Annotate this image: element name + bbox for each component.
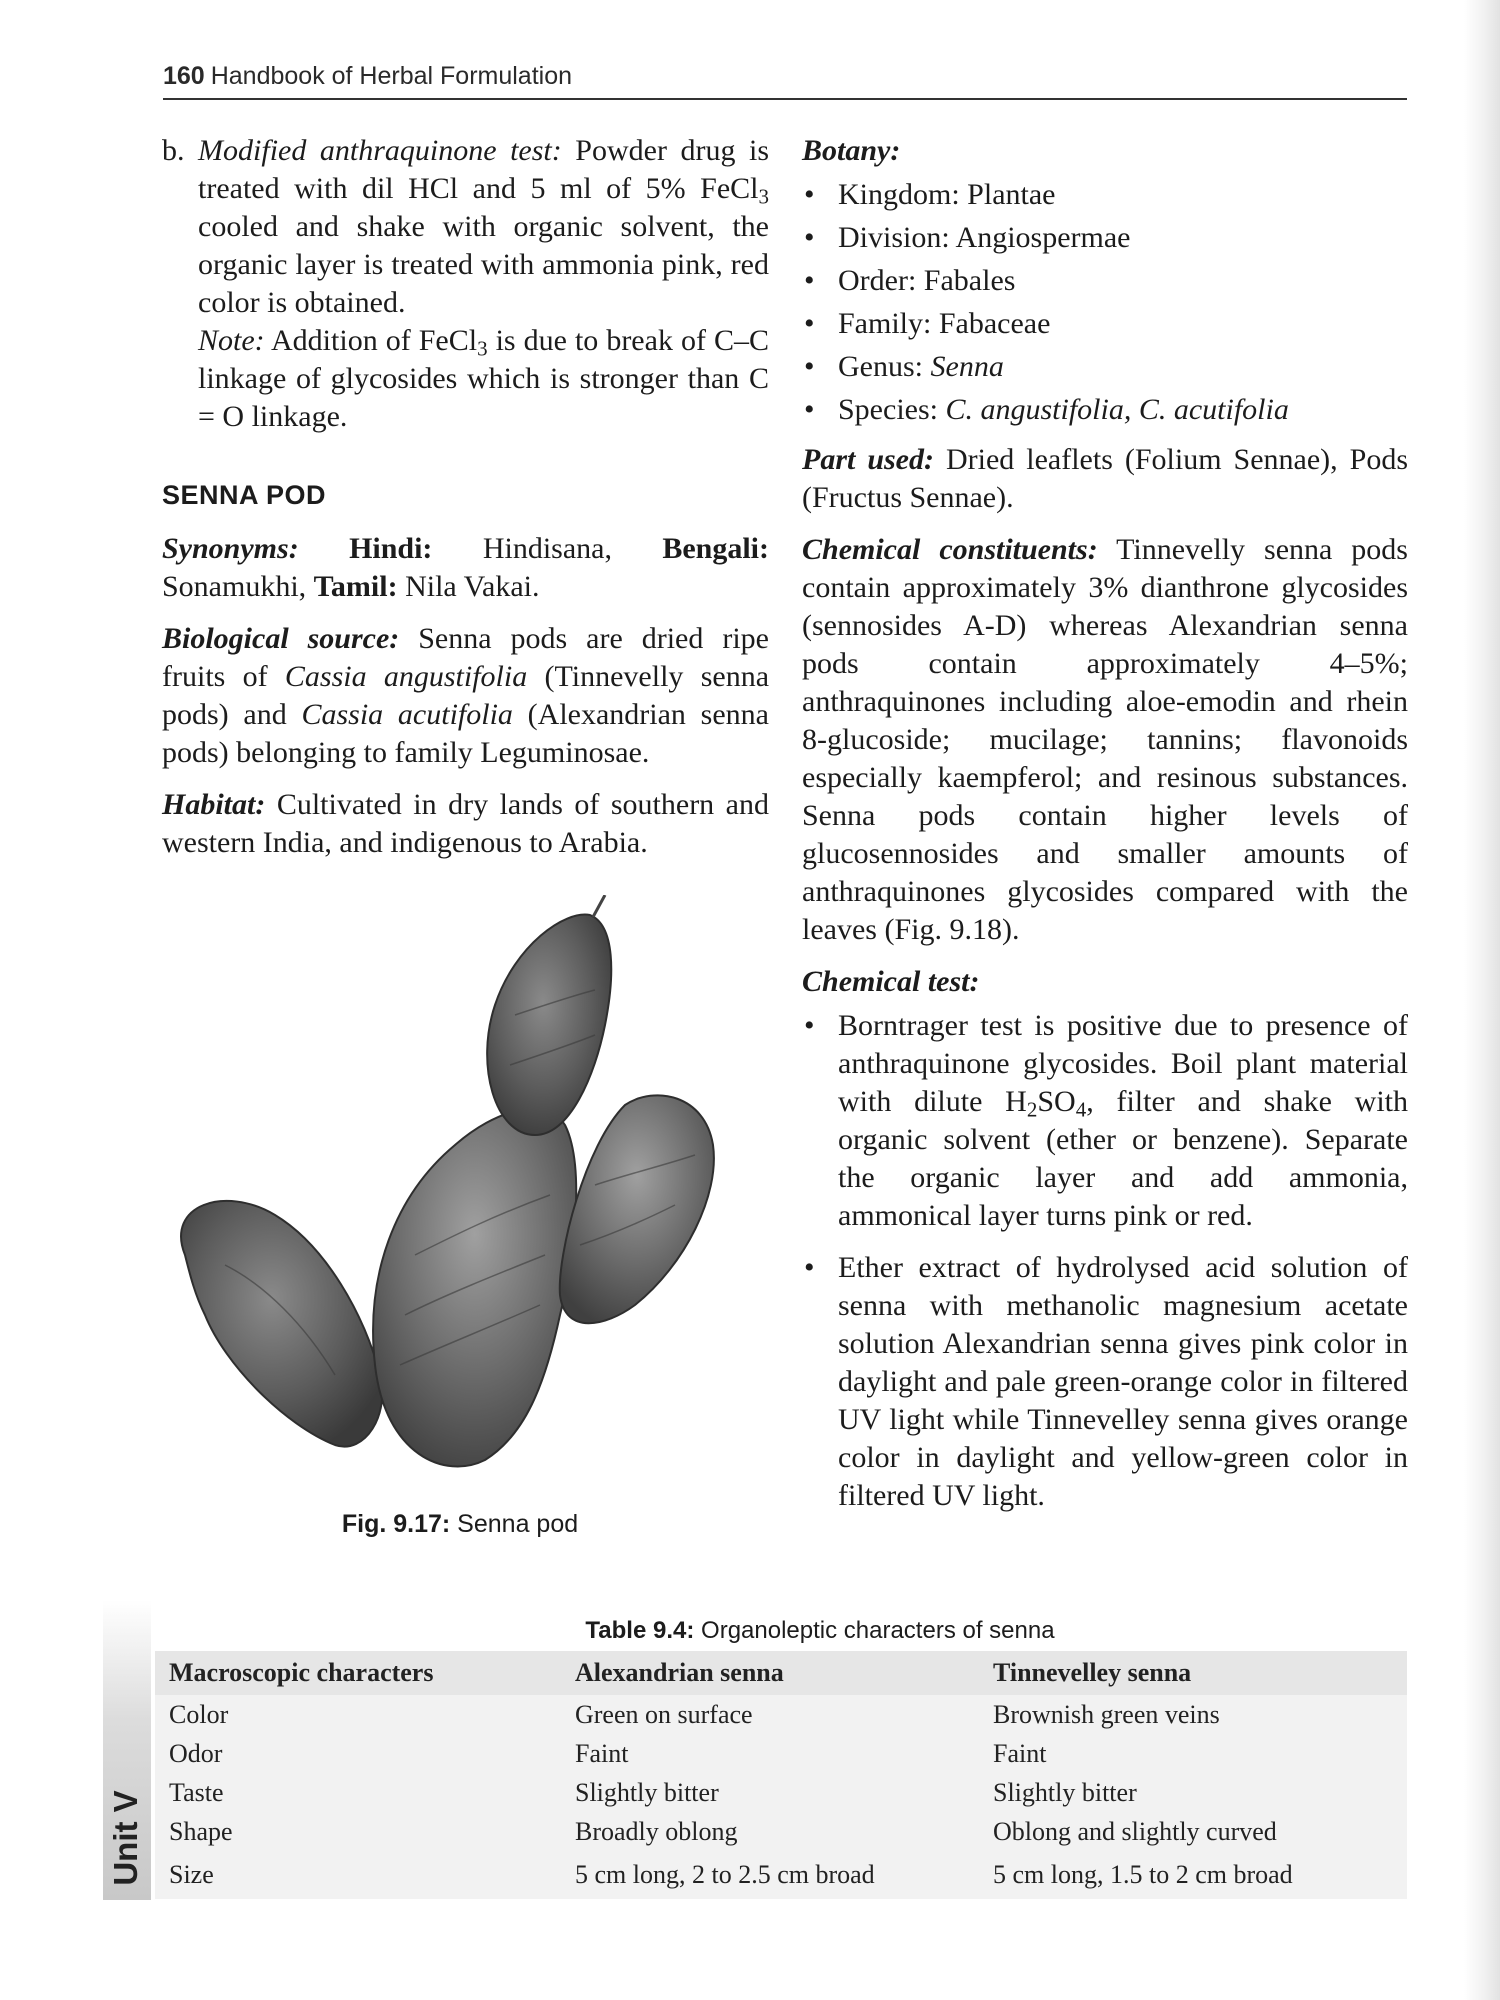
chemical-test-list — [802, 1007, 1408, 1515]
table-cell: Slightly bitter — [561, 1773, 979, 1812]
botany-item: • Family: Fabaceae — [802, 305, 1408, 343]
habitat-paragraph: Habitat: Cultivated in dry lands of southern and western India, and indigenous to Arabia. — [162, 788, 769, 859]
chemical-test-item: • Ether extract of hydrolysed acid solution of senna with methanolic magnesium acetate solution Alexandrian senna gives pink color in daylight and pale green-orange color in filtered UV light while Tinnevelley senna gives orange color in daylight and yellow-green color in filtered UV light. — [802, 1249, 1408, 1515]
table-cell: Size — [155, 1851, 561, 1899]
senna-pod-shape-3 — [487, 915, 611, 1135]
botany-item: • Order: Fabales — [802, 262, 1408, 300]
table-cell: Faint — [561, 1734, 979, 1773]
table-cell: Brownish green veins — [979, 1695, 1407, 1734]
senna-pod-figure — [165, 895, 785, 1495]
table-row — [155, 1851, 1407, 1899]
chemical-constituents-paragraph: Chemical constituents: Tinnevelly senna pods contain approximately 3% dianthrone glycosides (sennosides A-D) whereas Alexandrian senna pods contain approximately 4–5%; anthraquinones including aloe-emodin and rhein 8-glucoside; mucilage; tannins; flavonoids especially kaempferol; and resinous substances. Senna pods contain higher levels of glucosennosides and smaller amounts of anthraquinones glycosides compared with the leaves (Fig. 9.18). — [802, 533, 1408, 946]
biological-source-paragraph: Biological source: Senna pods are dried ripe fruits of Cassia angustifolia (Tinnevelly senna pods) and Cassia acutifolia (Alexandrian senna pods) belonging to family Leguminosae. — [162, 622, 770, 769]
table-header-cell: Alexandrian senna — [561, 1651, 979, 1695]
table-cell: Slightly bitter — [979, 1773, 1407, 1812]
table-row — [155, 1773, 1407, 1812]
chemical-test-item: • Borntrager test is positive due to presence of anthraquinone glycosides. Boil plant material with dilute $H_2SO_4$, filter and shake with organic solvent (ether or benzene). Separate the organic layer and add ammonia, ammonical layer turns pink or red. — [802, 1007, 1408, 1235]
figure-caption: Fig. 9.17: Senna pod — [341, 1510, 579, 1538]
table-header-row — [155, 1651, 1407, 1695]
senna-pod-shape-2 — [373, 1109, 576, 1467]
table-cell: Odor — [155, 1734, 561, 1773]
table-header-cell: Macroscopic characters — [155, 1651, 561, 1695]
table-header-cell: Tinnevelley senna — [979, 1651, 1407, 1695]
table-cell: Color — [155, 1695, 561, 1734]
header-rule — [163, 98, 1407, 100]
left-column — [162, 132, 769, 876]
table-caption: Table 9.4: Organoleptic characters of senna — [585, 1617, 1055, 1644]
senna-pod-shape-1 — [181, 1201, 382, 1447]
table-cell: 5 cm long, 1.5 to 2 cm broad — [979, 1851, 1407, 1899]
senna-pod-shape-4 — [560, 1095, 714, 1323]
table-cell: Faint — [979, 1734, 1407, 1773]
book-title: Handbook of Herbal Formulation — [210, 62, 573, 90]
synonyms-paragraph: Synonyms: Hindi: Hindisana, Bengali: Sonamukhi, Tamil: Nila Vakai. — [162, 532, 769, 603]
botany-item: • Kingdom: Plantae — [802, 176, 1408, 214]
senna-pod-tip — [593, 895, 605, 917]
botany-heading: Botany: — [802, 134, 901, 167]
table-cell: Broadly oblong — [561, 1812, 979, 1851]
table-cell: Oblong and slightly curved — [979, 1812, 1407, 1851]
running-head — [163, 62, 1405, 91]
table-row — [155, 1812, 1407, 1851]
senna-pod-illustration — [165, 895, 785, 1495]
organoleptic-table — [155, 1651, 1407, 1899]
right-column — [802, 132, 1408, 1529]
modified-anthraquinone-test: b. Modified anthraquinone test: Powder drug is treated with dil HCl and 5 ml of 5% FeCl$_3$ cooled and shake with organic solvent, the organic layer is treated with ammonia pink, red color is obtained. — [162, 134, 770, 319]
table-cell: Green on surface — [561, 1695, 979, 1734]
table-cell: Taste — [155, 1773, 561, 1812]
botany-item: • Genus: Senna — [802, 348, 1408, 386]
botany-item: • Species: C. angustifolia, C. acutifolia — [802, 391, 1408, 429]
botany-list — [802, 176, 1408, 429]
unit-label: Unit V — [107, 1790, 144, 1886]
botany-item: • Division: Angiospermae — [802, 219, 1408, 257]
table-row — [155, 1734, 1407, 1773]
part-used-paragraph: Part used: Dried leaflets (Folium Sennae), Pods (Fructus Sennae). — [802, 443, 1408, 514]
chemical-test-heading: Chemical test: — [802, 965, 980, 998]
note-paragraph: Note: Addition of FeCl$_3$ is due to break of C–C linkage of glycosides which is stronger than C = O linkage. — [198, 324, 769, 433]
section-title: SENNA POD — [162, 480, 327, 510]
table-row — [155, 1695, 1407, 1734]
page-edge-shadow — [1464, 0, 1500, 2000]
table-cell: Shape — [155, 1812, 561, 1851]
page-number: 160 — [163, 62, 205, 90]
table-cell: 5 cm long, 2 to 2.5 cm broad — [561, 1851, 979, 1899]
